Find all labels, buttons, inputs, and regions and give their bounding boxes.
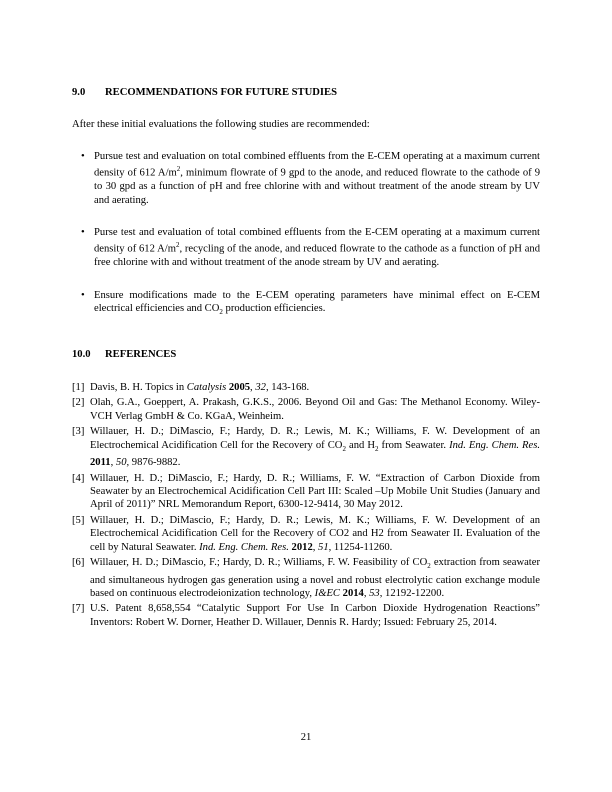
page-number: 21: [300, 732, 312, 743]
intro-paragraph: After these initial evaluations the following studies are recommended:: [72, 119, 370, 131]
bullet-icon: •: [81, 289, 85, 301]
reference-number: [1]: [72, 382, 85, 394]
reference-item: [6] Willauer, H. D.; DiMascio, F.; Hardy, D. R.; Williams, F. W. Feasibility of $CO_2$ extraction from seawater and simultaneous hydrogen gas generation using a novel and robust electrolytic cation exchange module based on continuous electrodeionization technology, I&EC 2014, 53, 12192-12200.: [72, 557, 540, 599]
section-title: REFERENCES: [105, 348, 177, 360]
reference-number: [5]: [72, 514, 85, 526]
reference-item: [3] Willauer, H. D.; DiMascio, F.; Hardy, D. R.; Lewis, M. K.; Williams, F. W. Development of an Electrochemical Acidification Cell for the Recovery of $CO_2$ and $H_2$ from Seawater. Ind. Eng. Chem. Res. 2011, 50, 9876-9882.: [72, 426, 540, 469]
reference-number: [7]: [72, 603, 85, 615]
reference-item: [5] Willauer, H. D.; DiMascio, F.; Hardy, D. R.; Lewis, M. K.; Williams, F. W. Development of an Electrochemical Acidification Cell for the Recovery of CO2 and H2 from Seawater II. Evaluation of the cell by Natural Seawater. Ind. Eng. Chem. Res. 2012, 51, 11254-11260.: [72, 514, 540, 553]
reference-number: [2]: [72, 397, 85, 409]
recommendation-item: • Purse test and evaluation of total combined effluents from the E-CEM operating at a maximum current density of 612 $A/m^2$, recycling of the anode, and reduced flowrate to the cathode as a function of pH and free chlorine with and without treatment of the anode stream by UV and aerating.: [81, 226, 541, 269]
section-heading-references: [72, 348, 540, 361]
section-heading-recommendations: [72, 86, 540, 99]
reference-item: [7] U.S. Patent 8,658,554 “Catalytic Support For Use In Carbon Dioxide Hydrogenation Reactions” Inventors: Robert W. Dorner, Heather D. Willauer, Dennis R. Hardy; Issued: February 25, 2014.: [72, 603, 540, 628]
reference-number: [3]: [72, 426, 85, 438]
reference-item: [1] Davis, B. H. Topics in Catalysis 2005, 32, 143-168.: [72, 382, 310, 394]
references-list: [72, 381, 540, 629]
reference-item: [2] Olah, G.A., Goeppert, A. Prakash, G.K.S., 2006. Beyond Oil and Gas: The Methanol Economy. Wiley-VCH Verlag GmbH & Co. KGaA, Weinheim.: [72, 397, 540, 422]
recommendations-list: [72, 150, 540, 320]
bullet-icon: •: [81, 150, 85, 162]
section-title: RECOMMENDATIONS FOR FUTURE STUDIES: [105, 87, 338, 98]
reference-item: [4] Willauer, H. D.; DiMascio, F.; Hardy, D. R.; Williams, F. W. “Extraction of Carbon Dioxide from Seawater by an Electrochemical Acidification Cell Part III: Scaled –Up Mobile Unit Studies (January and April of 2011)” NRL Memorandum Report, 6300-12-9414, 30 May 2012.: [72, 472, 540, 511]
reference-number: [4]: [72, 472, 85, 484]
reference-number: [6]: [72, 557, 85, 569]
bullet-icon: •: [81, 226, 85, 238]
section-number: 10.0: [72, 348, 91, 360]
document-page: [72, 86, 540, 631]
recommendation-item: • Pursue test and evaluation on total combined effluents from the E-CEM operating at a maximum current density of 612 $A/m^2$, minimum flowrate of 9 gpd to the anode, and reduced flowrate to the cathode of 9 to 30 gpd as a function of pH and free chlorine with and without treatment of the anode stream by UV and aerating.: [81, 150, 541, 206]
section-number: 9.0: [72, 87, 86, 98]
recommendation-item: • Ensure modifications made to the E-CEM operating parameters have minimal effect on E-CEM electrical efficiencies and $CO_2$ production efficiencies.: [81, 289, 540, 317]
